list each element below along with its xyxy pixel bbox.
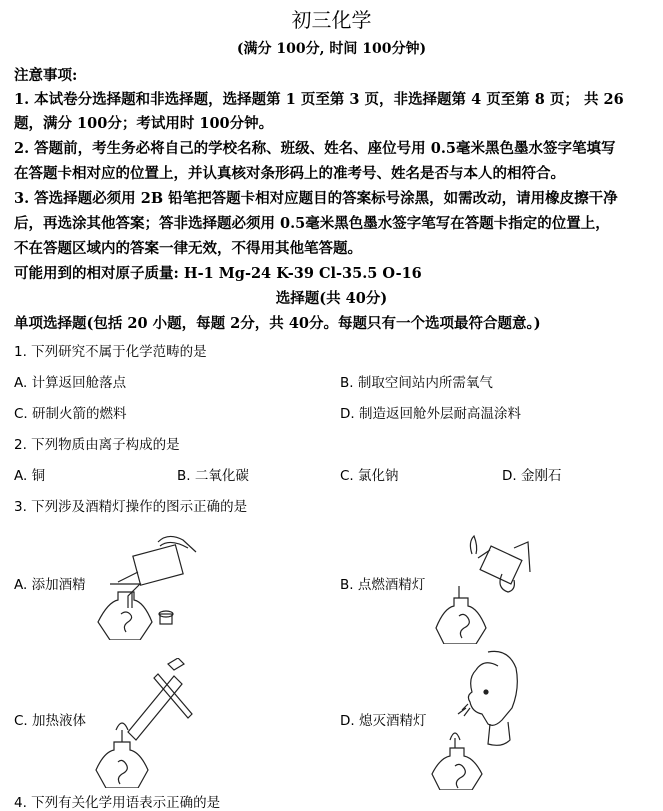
note-line: 2. 答题前，考生务必将自己的学校名称、班级、姓名、座位号用 0.5毫米黑色墨水签字笔填写: [14, 140, 616, 157]
figure-light-lamp: [432, 532, 532, 644]
note-line: 1. 本试卷分选择题和非选择题，选择题第 1 页至第 3 页，非选择题第 4 页至第 8 页； 共 26: [14, 91, 624, 108]
option[interactable]: C. 加热液体: [14, 713, 87, 729]
option[interactable]: B. 制取空间站内所需氧气: [340, 375, 493, 391]
question-stem: 2. 下列物质由离子构成的是: [14, 437, 180, 453]
section-instruction: 单项选择题(包括 20 小题，每题 2分，共 40分。每题只有一个选项最符合题意。): [14, 315, 541, 332]
question-stem: 1. 下列研究不属于化学范畴的是: [14, 344, 207, 360]
question-stem-partial: 4. 下列有关化学用语表示正确的是: [14, 795, 221, 811]
note-line: 不在答题区域内的答案一律无效，不得用其他笔答题。: [14, 240, 362, 257]
option[interactable]: D. 金刚石: [502, 468, 562, 484]
option[interactable]: A. 计算返回舱落点: [14, 375, 127, 391]
figure-extinguish-lamp: [428, 648, 528, 790]
option[interactable]: B. 点燃酒精灯: [340, 577, 426, 593]
note-line: 后，再选涂其他答案；答非选择题必须用 0.5毫米黑色墨水签字笔写在答题卡指定的位置上，: [14, 215, 610, 232]
page-title: 初三化学: [291, 8, 372, 32]
option[interactable]: A. 添加酒精: [14, 577, 86, 593]
option[interactable]: C. 研制火箭的燃料: [14, 406, 127, 422]
option[interactable]: D. 制造返回舱外层耐高温涂料: [340, 406, 521, 422]
section-title: 选择题(共 40分): [275, 290, 388, 307]
figure-heat-liquid: [88, 658, 198, 788]
option[interactable]: D. 熄灭酒精灯: [340, 713, 427, 729]
figure-add-alcohol: [88, 522, 198, 640]
option[interactable]: C. 氯化钠: [340, 468, 399, 484]
note-line: 题，满分 100分；考试用时 100分钟。: [14, 115, 274, 132]
note-line: 在答题卡相对应的位置上，并认真核对条形码上的准考号、姓名是否与本人的相符合。: [14, 165, 565, 182]
option[interactable]: B. 二氧化碳: [177, 468, 249, 484]
option[interactable]: A. 铜: [14, 468, 46, 484]
exam-info: (满分 100分, 时间 100分钟): [236, 41, 427, 57]
question-stem: 3. 下列涉及酒精灯操作的图示正确的是: [14, 499, 248, 515]
atomic-masses: 可能用到的相对原子质量: H-1 Mg-24 K-39 Cl-35.5 O-16: [14, 265, 422, 282]
note-line: 3. 答选择题必须用 2B 铅笔把答题卡相对应题目的答案标号涂黑，如需改动，请用橡皮擦干净: [14, 190, 618, 207]
notes-heading: 注意事项:: [14, 67, 78, 84]
